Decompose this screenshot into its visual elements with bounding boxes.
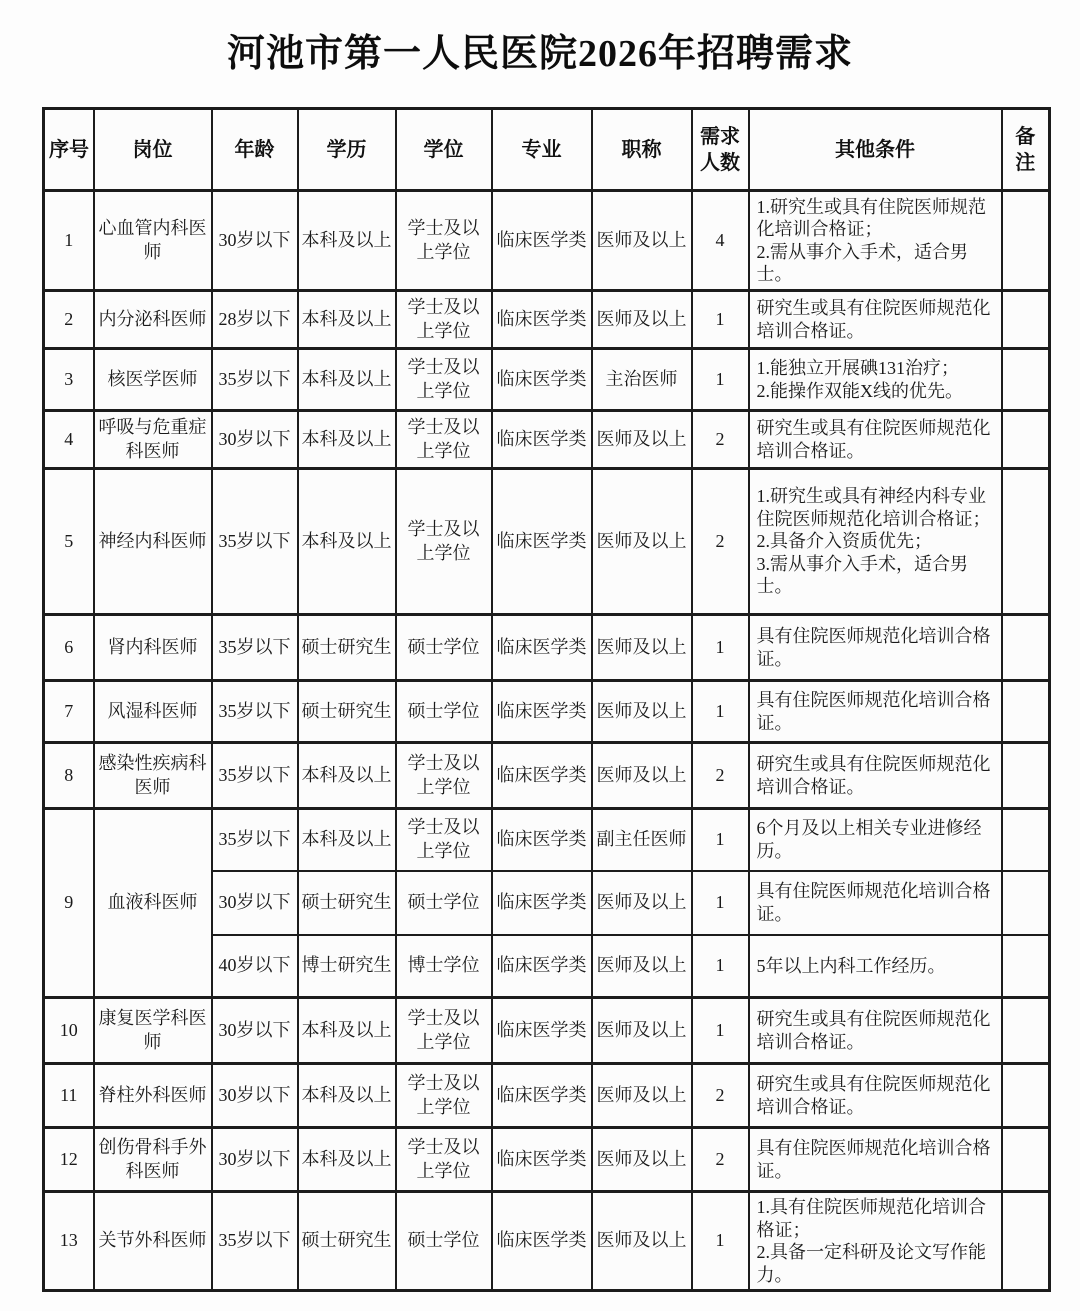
cell-age: 35岁以下 [212,743,298,809]
cell-job-title: 医师及以上 [592,998,692,1064]
cell-count: 2 [692,1064,749,1128]
cell-position: 神经内科医师 [94,469,212,615]
cell-conditions [749,809,1002,871]
cell-education: 本科及以上 [298,411,396,469]
cell-note [1002,743,1050,809]
cell-degree: 学士及以上学位 [396,349,492,411]
cell-degree: 学士及以上学位 [396,998,492,1064]
cell-conditions [749,681,1002,743]
cell-major: 临床医学类 [492,1192,592,1291]
cell-conditions [749,349,1002,411]
cell-education: 本科及以上 [298,191,396,291]
cell-degree: 博士学位 [396,935,492,998]
cell-no: 8 [44,743,94,809]
table-row [44,1192,1050,1291]
cell-education: 本科及以上 [298,743,396,809]
header-row [44,109,1050,191]
cell-no: 7 [44,681,94,743]
table-row [44,1064,1050,1128]
cell-job-title: 副主任医师 [592,809,692,871]
cell-education: 本科及以上 [298,469,396,615]
cell-degree: 学士及以上学位 [396,809,492,871]
cell-degree: 硕士学位 [396,871,492,935]
table-row [44,291,1050,349]
cell-note [1002,191,1050,291]
cell-degree: 学士及以上学位 [396,1064,492,1128]
cell-job-title: 医师及以上 [592,935,692,998]
cell-note [1002,469,1050,615]
column-header-count: 需求人数 [692,109,749,191]
condition-line: 研究生或具有住院医师规范化培训合格证。 [756,418,991,461]
cell-position: 内分泌科医师 [94,291,212,349]
cell-age: 35岁以下 [212,1192,298,1291]
cell-conditions [749,743,1002,809]
cell-degree: 硕士学位 [396,1192,492,1291]
cell-major: 临床医学类 [492,291,592,349]
column-header-degree: 学位 [396,109,492,191]
cell-count: 1 [692,681,749,743]
cell-degree: 学士及以上学位 [396,191,492,291]
cell-job-title: 医师及以上 [592,469,692,615]
cell-conditions [749,411,1002,469]
cell-age: 28岁以下 [212,291,298,349]
cell-count: 1 [692,935,749,998]
cell-major: 临床医学类 [492,871,592,935]
cell-major: 临床医学类 [492,809,592,871]
cell-position: 风湿科医师 [94,681,212,743]
cell-job-title: 医师及以上 [592,1192,692,1291]
cell-major: 临床医学类 [492,1128,592,1192]
cell-count: 2 [692,411,749,469]
cell-note [1002,998,1050,1064]
cell-job-title: 医师及以上 [592,291,692,349]
cell-degree: 学士及以上学位 [396,1128,492,1192]
cell-education: 本科及以上 [298,349,396,411]
cell-degree: 硕士学位 [396,681,492,743]
condition-line: 2.能操作双能X线的优先。 [756,380,963,401]
cell-job-title: 医师及以上 [592,1064,692,1128]
column-header-age: 年龄 [212,109,298,191]
cell-age: 35岁以下 [212,349,298,411]
cell-note [1002,681,1050,743]
cell-conditions [749,935,1002,998]
cell-education: 本科及以上 [298,809,396,871]
document-page [0,22,1080,1292]
cell-education: 硕士研究生 [298,615,396,681]
cell-age: 35岁以下 [212,469,298,615]
table-row [44,1128,1050,1192]
cell-note [1002,871,1050,935]
recruitment-table [42,107,1051,1292]
cell-age: 30岁以下 [212,411,298,469]
cell-conditions [749,291,1002,349]
condition-line: 1.研究生或具有住院医师规范化培训合格证； [756,196,986,239]
column-header-note: 备注 [1002,109,1050,191]
cell-major: 临床医学类 [492,681,592,743]
condition-line: 具有住院医师规范化培训合格证。 [756,626,991,669]
column-header-conditions: 其他条件 [749,109,1002,191]
cell-job-title: 医师及以上 [592,871,692,935]
table-row [44,349,1050,411]
cell-count: 2 [692,1128,749,1192]
cell-no: 10 [44,998,94,1064]
cell-conditions [749,1128,1002,1192]
column-header-major: 专业 [492,109,592,191]
cell-note [1002,349,1050,411]
cell-no: 1 [44,191,94,291]
table-row [44,615,1050,681]
cell-conditions [749,871,1002,935]
cell-no: 11 [44,1064,94,1128]
condition-line: 研究生或具有住院医师规范化培训合格证。 [756,1074,991,1117]
cell-note [1002,1064,1050,1128]
cell-education: 本科及以上 [298,1128,396,1192]
cell-position: 呼吸与危重症科医师 [94,411,212,469]
cell-age: 30岁以下 [212,871,298,935]
cell-job-title: 医师及以上 [592,615,692,681]
table-row [44,743,1050,809]
table-body [44,191,1050,1291]
condition-line: 3.需从事介入手术，适合男士。 [756,553,968,597]
cell-age: 35岁以下 [212,615,298,681]
cell-note [1002,291,1050,349]
cell-position: 肾内科医师 [94,615,212,681]
cell-note [1002,935,1050,998]
cell-count: 1 [692,615,749,681]
column-header-education: 学历 [298,109,396,191]
condition-line: 1.研究生或具有神经内科专业住院医师规范化培训合格证； [756,486,991,529]
cell-age: 30岁以下 [212,1064,298,1128]
condition-line: 2.具备一定科研及论文写作能力。 [756,1242,986,1285]
condition-line: 5年以上内科工作经历。 [756,955,946,976]
cell-count: 1 [692,291,749,349]
cell-no: 5 [44,469,94,615]
cell-degree: 学士及以上学位 [396,469,492,615]
cell-count: 2 [692,743,749,809]
cell-degree: 学士及以上学位 [396,743,492,809]
cell-major: 临床医学类 [492,935,592,998]
condition-line: 具有住院医师规范化培训合格证。 [756,1138,991,1181]
cell-major: 临床医学类 [492,743,592,809]
cell-position: 关节外科医师 [94,1192,212,1291]
condition-line: 2.具备介入资质优先； [756,531,932,552]
cell-conditions [749,1192,1002,1291]
cell-note [1002,1128,1050,1192]
table-row [44,998,1050,1064]
cell-age: 35岁以下 [212,681,298,743]
cell-job-title: 医师及以上 [592,1128,692,1192]
page-title: 河池市第一人民医院2026年招聘需求 [226,33,853,75]
cell-no: 6 [44,615,94,681]
cell-count: 1 [692,349,749,411]
condition-line: 研究生或具有住院医师规范化培训合格证。 [756,298,991,341]
table-row [44,809,1050,871]
cell-age: 30岁以下 [212,191,298,291]
cell-conditions [749,615,1002,681]
condition-line: 具有住院医师规范化培训合格证。 [756,881,991,924]
condition-line: 研究生或具有住院医师规范化培训合格证。 [756,754,991,797]
table-row [44,191,1050,291]
cell-conditions [749,1064,1002,1128]
cell-education: 博士研究生 [298,935,396,998]
column-header-no: 序号 [44,109,94,191]
cell-age: 30岁以下 [212,1128,298,1192]
cell-conditions [749,191,1002,291]
cell-position: 感染性疾病科医师 [94,743,212,809]
cell-major: 临床医学类 [492,1064,592,1128]
cell-no: 3 [44,349,94,411]
cell-job-title: 医师及以上 [592,191,692,291]
cell-education: 本科及以上 [298,998,396,1064]
cell-age: 30岁以下 [212,998,298,1064]
cell-count: 2 [692,469,749,615]
condition-line: 6个月及以上相关专业进修经历。 [756,818,982,861]
cell-job-title: 主治医师 [592,349,692,411]
cell-count: 4 [692,191,749,291]
cell-note [1002,615,1050,681]
condition-line: 研究生或具有住院医师规范化培训合格证。 [756,1009,991,1052]
cell-education: 本科及以上 [298,1064,396,1128]
cell-education: 硕士研究生 [298,681,396,743]
cell-position: 心血管内科医师 [94,191,212,291]
cell-education: 硕士研究生 [298,871,396,935]
cell-job-title: 医师及以上 [592,743,692,809]
cell-position: 核医学医师 [94,349,212,411]
condition-line: 1.能独立开展碘131治疗； [756,358,959,378]
cell-no: 2 [44,291,94,349]
cell-count: 1 [692,871,749,935]
cell-note [1002,1192,1050,1291]
cell-major: 临床医学类 [492,998,592,1064]
cell-major: 临床医学类 [492,469,592,615]
cell-position: 康复医学科医师 [94,998,212,1064]
cell-major: 临床医学类 [492,349,592,411]
cell-count: 1 [692,1192,749,1291]
cell-age: 35岁以下 [212,809,298,871]
table-row [44,469,1050,615]
cell-conditions [749,998,1002,1064]
cell-major: 临床医学类 [492,615,592,681]
condition-line: 1.具有住院医师规范化培训合格证； [756,1197,986,1240]
cell-education: 硕士研究生 [298,1192,396,1291]
cell-education: 本科及以上 [298,291,396,349]
cell-position: 血液科医师 [94,809,212,998]
cell-major: 临床医学类 [492,411,592,469]
column-header-job-title: 职称 [592,109,692,191]
table-row [44,681,1050,743]
cell-no: 12 [44,1128,94,1192]
cell-count: 1 [692,809,749,871]
cell-position: 创伤骨科手外科医师 [94,1128,212,1192]
table-row [44,411,1050,469]
cell-position: 脊柱外科医师 [94,1064,212,1128]
cell-degree: 学士及以上学位 [396,291,492,349]
cell-age: 40岁以下 [212,935,298,998]
cell-no: 9 [44,809,94,998]
cell-job-title: 医师及以上 [592,411,692,469]
cell-count: 1 [692,998,749,1064]
column-header-position: 岗位 [94,109,212,191]
cell-degree: 学士及以上学位 [396,411,492,469]
cell-no: 13 [44,1192,94,1291]
cell-job-title: 医师及以上 [592,681,692,743]
cell-note [1002,411,1050,469]
condition-line: 具有住院医师规范化培训合格证。 [756,690,991,733]
condition-line: 2.需从事介入手术，适合男士。 [756,241,968,284]
cell-no: 4 [44,411,94,469]
cell-note [1002,809,1050,871]
cell-conditions [749,469,1002,615]
cell-degree: 硕士学位 [396,615,492,681]
cell-major: 临床医学类 [492,191,592,291]
